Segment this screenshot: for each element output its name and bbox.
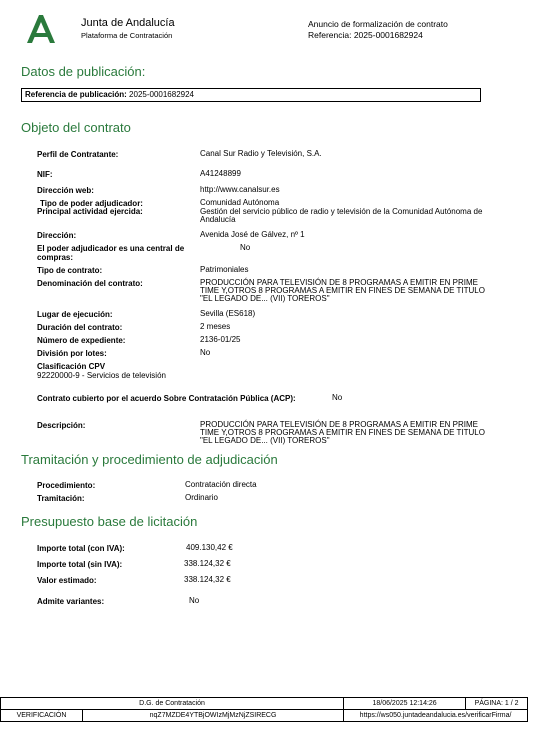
- direccion-label: Dirección:: [37, 231, 77, 240]
- tipo-poder-label: Tipo de poder adjudicador:: [40, 199, 143, 208]
- lugar-label: Lugar de ejecución:: [37, 310, 113, 319]
- direccion-value: Avenida José de Gálvez, nº 1: [200, 230, 305, 239]
- duracion-value: 2 meses: [200, 322, 231, 331]
- lugar-value: Sevilla (ES618): [200, 309, 256, 318]
- footer-row-signature: [1, 698, 528, 710]
- web-label: Dirección web:: [37, 186, 94, 195]
- central-compras-value: No: [240, 243, 251, 252]
- publication-reference-value: 2025-0001682924: [129, 90, 194, 99]
- nif-value: A41248899: [200, 169, 241, 178]
- tramitacion-label: Tramitación:: [37, 494, 85, 503]
- footer-dg: D.G. de Contratación: [1, 698, 344, 710]
- nif-label: NIF:: [37, 170, 53, 179]
- cpv-value: 92220000-9 - Servicios de televisión: [37, 371, 166, 380]
- footer-verification-table: [0, 697, 528, 722]
- importe-con-iva-value: 409.130,42 €: [186, 543, 233, 552]
- tramitacion-value: Ordinario: [185, 493, 218, 502]
- publication-reference-label: Referencia de publicación:: [25, 90, 127, 99]
- section-tramitacion-title: Tramitación y procedimiento de adjudicación: [21, 452, 278, 467]
- tipo-poder-value: Comunidad Autónoma: [200, 198, 280, 207]
- cpv-label: Clasificación CPV: [37, 362, 106, 371]
- section-objeto-title: Objeto del contrato: [21, 120, 131, 135]
- descripcion-label: Descripción:: [37, 421, 86, 430]
- expediente-value: 2136-01/25: [200, 335, 241, 344]
- footer-verif-code: nqZ7MZDE4YTBjOWIzMjMzNjZSIRECG: [83, 710, 344, 722]
- valor-estimado-value: 338.124,32 €: [184, 575, 231, 584]
- footer-verif-url[interactable]: https://ws050.juntadeandalucia.es/verificarFirma/: [344, 710, 528, 722]
- section-presupuesto-title: Presupuesto base de licitación: [21, 514, 198, 529]
- tipo-contrato-value: Patrimoniales: [200, 265, 249, 274]
- denominacion-value: PRODUCCIÓN PARA TELEVISIÓN DE 8 PROGRAMAS A EMITIR EN PRIME TIME Y,OTROS 8 PROGRAMAS A EMITIR EN FINES DE SEMANA DE TITULO "EL LEGADO DE... (VII) TOREROS": [200, 278, 485, 303]
- actividad-value: Gestión del servicio público de radio y televisión de la Comunidad Autónoma de Andalucía: [200, 207, 483, 224]
- actividad-label: Principal actividad ejercida:: [37, 207, 143, 216]
- tipo-contrato-label: Tipo de contrato:: [37, 266, 103, 275]
- admite-variantes-label: Admite variantes:: [37, 597, 105, 606]
- expediente-label: Número de expediente:: [37, 336, 126, 345]
- junta-andalucia-logo-icon: [26, 14, 56, 44]
- perfil-value: Canal Sur Radio y Televisión, S.A.: [200, 149, 322, 158]
- org-subtitle: Plataforma de Contratación: [81, 31, 173, 40]
- lotes-label: División por lotes:: [37, 349, 107, 358]
- valor-estimado-label: Valor estimado:: [37, 576, 97, 585]
- central-compras-label: El poder adjudicador es una central de compras:: [37, 244, 185, 262]
- importe-sin-iva-label: Importe total (sin IVA):: [37, 560, 123, 569]
- denominacion-label: Denominación del contrato:: [37, 279, 143, 288]
- footer-page: PÁGINA: 1 / 2: [466, 698, 528, 710]
- importe-con-iva-label: Importe total (con IVA):: [37, 544, 125, 553]
- section-publicacion-title: Datos de publicación:: [21, 64, 146, 79]
- lotes-value: No: [200, 348, 211, 357]
- doc-reference: Referencia: 2025-0001682924: [308, 30, 423, 40]
- org-name: Junta de Andalucía: [81, 17, 175, 29]
- footer-datetime: 18/06/2025 12:14:26: [344, 698, 466, 710]
- perfil-label: Perfil de Contratante:: [37, 150, 119, 159]
- web-value: http://www.canalsur.es: [200, 185, 280, 194]
- acp-label: Contrato cubierto por el acuerdo Sobre Contratación Pública (ACP):: [37, 394, 296, 403]
- procedimiento-value: Contratación directa: [185, 480, 257, 489]
- footer-row-verification: [1, 710, 528, 722]
- acp-value: No: [332, 393, 343, 402]
- publication-reference-box: [21, 88, 481, 102]
- procedimiento-label: Procedimiento:: [37, 481, 96, 490]
- descripcion-value: PRODUCCIÓN PARA TELEVISIÓN DE 8 PROGRAMAS A EMITIR EN PRIME TIME Y,OTROS 8 PROGRAMAS A EMITIR EN FINES DE SEMANA DE TITULO "EL LEGADO DE... (VII) TOREROS": [200, 420, 485, 445]
- footer-verif-label: VERIFICACIÓN: [1, 710, 83, 722]
- duracion-label: Duración del contrato:: [37, 323, 123, 332]
- doc-title: Anuncio de formalización de contrato: [308, 19, 448, 29]
- importe-sin-iva-value: 338.124,32 €: [184, 559, 231, 568]
- admite-variantes-value: No: [189, 596, 200, 605]
